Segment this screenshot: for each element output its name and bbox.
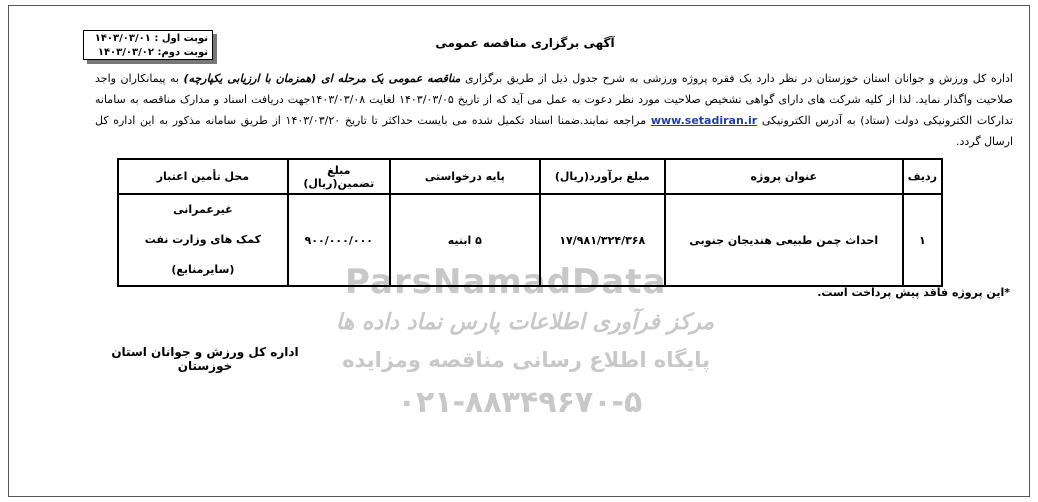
notice-paragraph (95, 68, 1013, 152)
second-round-date: نوبت دوم: ۱۴۰۳/۰۳/۰۲ (97, 47, 208, 58)
cell-guarantee: ۹۰۰/۰۰۰/۰۰۰ (288, 194, 390, 286)
prepayment-note: *این پروژه فاقد پیش پرداخت است. (817, 286, 1010, 299)
header-estimate: مبلغ برآورد(ریال) (540, 159, 665, 194)
notice-text-part-2: به پیمانکاران واجد صلاحیت واگذار نماید. لذا از کلیه شرکت های دارای گواهی تشخیص صلاحیت مورد نظر دعوت به عمل می آید که از تاریخ ۱۴۰۳/۰۳/۰۵ لغایت ۱۴۰۳/۰۳/۰۸جهت دریافت اسناد و مدارک مناقصه به سامانه تدارکات الکترونیکی دولت (ستاد) به آدرس الکترونیکی (95, 72, 1013, 127)
setad-website-link[interactable]: www.setadiran.ir (650, 114, 758, 127)
table-header-row (118, 159, 942, 194)
table-row (118, 194, 942, 286)
watermark-line-2: پایگاه اطلاع رسانی مناقصه ومزایده (342, 348, 710, 372)
notice-text-part-1: اداره کل ورزش و جوانان استان خوزستان در نظر دارد یک فقره پروژه ورزشی به شرح جدول ذیل از طریق برگزاری (464, 72, 1013, 85)
publication-dates-box (83, 30, 213, 60)
watermark-line-1: مرکز فرآوری اطلاعات پارس نماد داده ها (335, 310, 715, 335)
tender-type-emphasis: مناقصه عمومی یک مرحله ای (همزمان با ارزیابی یکپارچه) (183, 72, 461, 85)
watermark-brand: ParsNamadData (345, 262, 667, 302)
cell-base: ۵ ابنیه (390, 194, 540, 286)
tender-table (117, 158, 943, 287)
notice-text-part-3: مراجعه نمایند.ضمنا اسناد تکمیل شده می بایست حداکثر تا تاریخ ۱۴۰۳/۰۳/۲۰ از طریق سامانه مذکور به این اداره کل ارسال گردد. (95, 114, 1013, 148)
funding-source: کمک های وزارت نفت (سایرمنابع) (144, 233, 262, 276)
header-row-number: ردیف (903, 159, 942, 194)
cell-funding (118, 194, 288, 286)
cell-row-number: ۱ (903, 194, 942, 286)
header-guarantee: مبلغ تضمین(ریال) (288, 159, 390, 194)
watermark-phone: ۰۲۱-۸۸۳۴۹۶۷۰-۵ (397, 385, 643, 420)
header-base: پایه درخواستی (390, 159, 540, 194)
organization-signature: اداره کل ورزش و جوانان استان خوزستان (111, 345, 299, 373)
cell-project-title: احداث چمن طبیعی هندیجان جنوبی (665, 194, 903, 286)
header-project-title: عنوان پروژه (665, 159, 903, 194)
cell-estimate: ۱۷/۹۸۱/۳۲۴/۳۶۸ (540, 194, 665, 286)
page-title: آگهی برگزاری مناقصه عمومی (435, 36, 615, 50)
first-round-date: نوبت اول : ۱۴۰۳/۰۳/۰۱ (94, 33, 208, 44)
funding-type: غیرعمرانی (173, 203, 233, 216)
header-funding: محل تأمین اعتبار (118, 159, 288, 194)
